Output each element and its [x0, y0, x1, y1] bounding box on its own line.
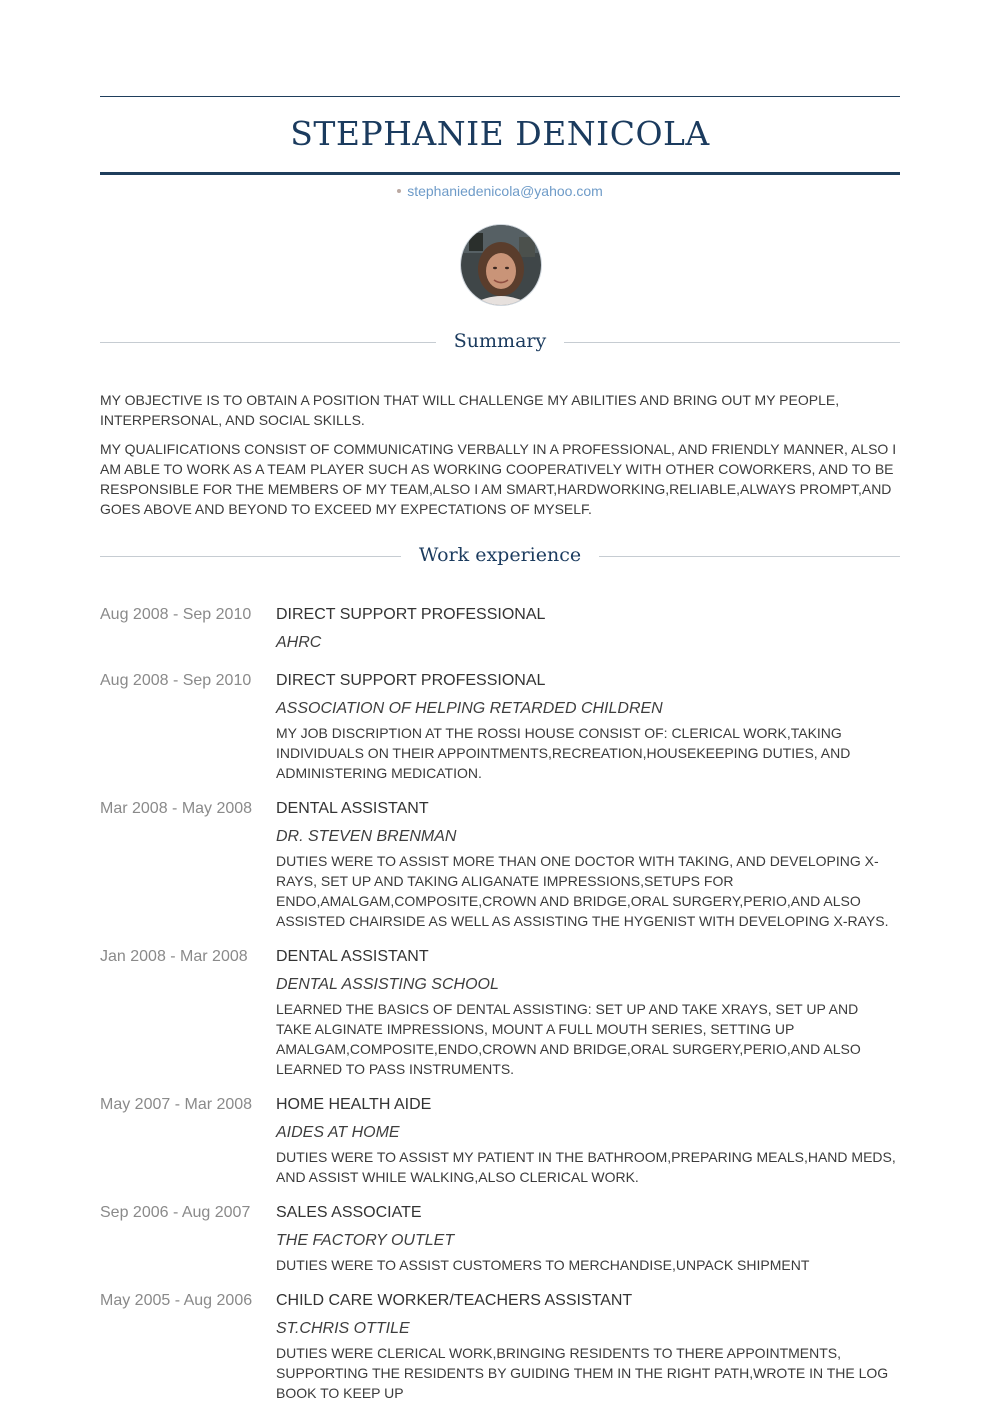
- header-bottom-rule: [100, 172, 900, 175]
- job-title: HOME HEALTH AIDE: [276, 1096, 432, 1113]
- job-dates: Aug 2008 - Sep 2010: [100, 606, 252, 623]
- work-title: Work experience: [401, 544, 599, 566]
- job-title: DENTAL ASSISTANT: [276, 800, 429, 817]
- job-company: ST.CHRIS OTTILE: [276, 1320, 410, 1337]
- candidate-name: STEPHANIE DENICOLA: [290, 114, 710, 153]
- job-entry: [100, 797, 900, 931]
- job-entry: [100, 1289, 900, 1403]
- summary-body: [100, 390, 900, 528]
- job-body: [276, 669, 900, 783]
- summary-paragraph: MY OBJECTIVE IS TO OBTAIN A POSITION THAT WILL CHALLENGE MY ABILITIES AND BRING OUT MY PEOPLE, INTERPERSONAL, AND SOCIAL SKILLS.: [100, 392, 840, 428]
- job-company: AHRC: [276, 634, 322, 651]
- email-link[interactable]: stephaniedenicola@yahoo.com: [407, 183, 603, 199]
- job-description: DUTIES WERE TO ASSIST MORE THAN ONE DOCTOR WITH TAKING, AND DEVELOPING X-RAYS, SET UP AND TAKING ALIGANATE IMPRESSIONS,SETUPS FOR ENDO,AMALGAM,COMPOSITE,CROWN AND BRIDGE,ORAL SURGERY,PERIO,AND ALSO ASSISTED CHAIRSIDE AS WELL AS ASSISTING THE HYGENIST WITH DEVELOPING X-RAYS.: [276, 853, 889, 929]
- job-company: AIDES AT HOME: [276, 1124, 400, 1141]
- job-entry: [100, 669, 900, 783]
- header-top-rule: [100, 96, 900, 97]
- job-title: DENTAL ASSISTANT: [276, 948, 429, 965]
- avatar: [460, 224, 542, 306]
- summary-paragraph: MY QUALIFICATIONS CONSIST OF COMMUNICATING VERBALLY IN A PROFESSIONAL, AND FRIENDLY MANNER, ALSO I AM ABLE TO WORK AS A TEAM PLAYER SUCH AS WORKING COOPERATIVELY WITH OTHER COWORKERS, AND TO BE RESPONSIBLE FOR THE MEMBERS OF MY TEAM,ALSO I AM SMART,HARDWORKING,RELIABLE,ALWAYS PROMPT,AND GOES ABOVE AND BEYOND TO EXCEED MY EXPECTATIONS OF MYSELF.: [100, 441, 897, 517]
- job-company: THE FACTORY OUTLET: [276, 1232, 455, 1249]
- job-body: [276, 1093, 900, 1187]
- job-dates: Aug 2008 - Sep 2010: [100, 672, 252, 689]
- job-entry: [100, 1201, 900, 1275]
- job-description: DUTIES WERE TO ASSIST MY PATIENT IN THE BATHROOM,PREPARING MEALS,HAND MEDS, AND ASSIST WHILE WALKING,ALSO CLERICAL WORK.: [276, 1149, 896, 1185]
- job-entry: [100, 945, 900, 1079]
- job-title: SALES ASSOCIATE: [276, 1204, 422, 1221]
- job-body: [276, 945, 900, 1079]
- job-dates: May 2007 - Mar 2008: [100, 1096, 253, 1113]
- job-title: DIRECT SUPPORT PROFESSIONAL: [276, 606, 546, 623]
- job-body: [276, 603, 900, 655]
- job-body: [276, 1201, 900, 1275]
- summary-section-heading: [100, 327, 900, 357]
- job-body: [276, 1289, 900, 1403]
- job-entry: [100, 603, 900, 655]
- job-description: LEARNED THE BASICS OF DENTAL ASSISTING: SET UP AND TAKE XRAYS, SET UP AND TAKE ALGINATE IMPRESSIONS, MOUNT A FULL MOUTH SERIES, SETTING UP AMALGAM,COMPOSITE,ENDO,CROWN AND BRIDGE,ORAL SURGERY,PERIO,AND ALSO LEARNED TO PASS INSTRUMENTS.: [276, 1001, 861, 1077]
- avatar-photo: [461, 225, 541, 305]
- job-dates: Sep 2006 - Aug 2007: [100, 1204, 251, 1221]
- job-dates: Jan 2008 - Mar 2008: [100, 948, 248, 965]
- work-title-wrap: [100, 541, 900, 569]
- job-body: [276, 797, 900, 931]
- job-company: ASSOCIATION OF HELPING RETARDED CHILDREN: [276, 700, 663, 717]
- job-title: DIRECT SUPPORT PROFESSIONAL: [276, 672, 546, 689]
- job-title: CHILD CARE WORKER/TEACHERS ASSISTANT: [276, 1292, 633, 1309]
- summary-title-wrap: [100, 327, 900, 355]
- job-dates: Mar 2008 - May 2008: [100, 800, 253, 817]
- work-section-heading: [100, 541, 900, 571]
- summary-title: Summary: [436, 330, 564, 352]
- job-company: DR. STEVEN BRENMAN: [276, 828, 457, 845]
- job-description: MY JOB DISCRIPTION AT THE ROSSI HOUSE CONSIST OF: CLERICAL WORK,TAKING INDIVIDUALS ON THEIR APPOINTMENTS,RECREATION,HOUSEKEEPING DUTIES, AND ADMINISTERING MEDICATION.: [276, 725, 851, 781]
- job-dates: May 2005 - Aug 2006: [100, 1292, 253, 1309]
- job-description: DUTIES WERE TO ASSIST CUSTOMERS TO MERCHANDISE,UNPACK SHIPMENT: [276, 1257, 810, 1273]
- job-company: DENTAL ASSISTING SCHOOL: [276, 976, 499, 993]
- work-experience-list: [100, 603, 900, 1417]
- job-entry: [100, 1093, 900, 1187]
- job-description: DUTIES WERE CLERICAL WORK,BRINGING RESIDENTS TO THERE APPOINTMENTS, SUPPORTING THE RESIDENTS BY GUIDING THEM IN THE RIGHT PATH,WROTE IN THE LOG BOOK TO KEEP UP: [276, 1345, 889, 1401]
- bullet-icon: [397, 189, 401, 193]
- contact-line: [100, 182, 900, 200]
